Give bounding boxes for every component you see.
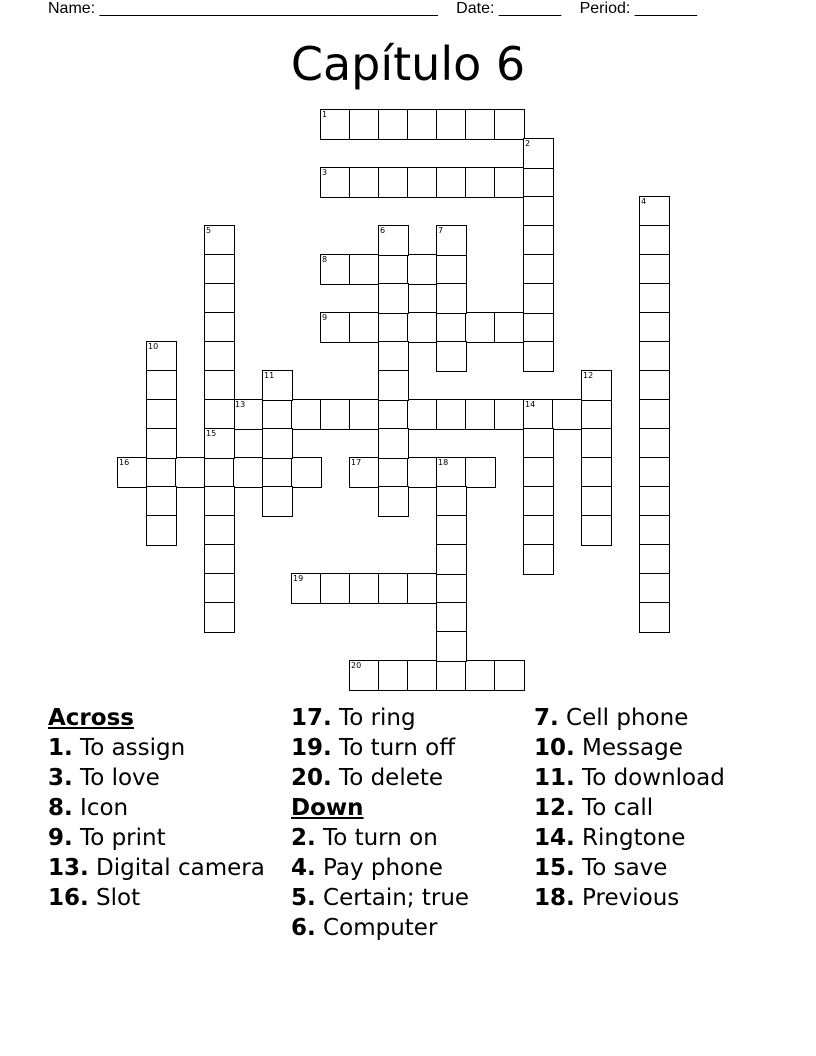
crossword-cell[interactable]	[436, 515, 467, 546]
clue-number: 18.	[534, 885, 575, 911]
clue-item	[48, 733, 283, 763]
crossword-cell[interactable]	[349, 457, 380, 488]
clue-text: Computer	[315, 915, 438, 941]
crossword-cell[interactable]	[639, 486, 670, 517]
clue-number: 13.	[48, 855, 89, 881]
clue-number: 2	[525, 139, 531, 148]
clue-text: Slot	[88, 885, 141, 911]
clue-item	[291, 913, 531, 943]
clue-number: 11.	[534, 765, 575, 791]
clue-item	[534, 883, 804, 913]
clue-number: 16.	[48, 885, 89, 911]
clue-number: 9.	[48, 825, 73, 851]
clue-text: Message	[574, 735, 683, 761]
clue-column-2	[291, 703, 531, 943]
clue-number: 10.	[534, 735, 575, 761]
name-field[interactable]: Name: ______________________________________	[48, 0, 438, 17]
crossword-cell[interactable]	[523, 486, 554, 517]
crossword-cell[interactable]	[349, 167, 380, 198]
clue-item	[291, 883, 531, 913]
clue-text: Previous	[574, 885, 680, 911]
crossword-cell[interactable]	[378, 254, 409, 285]
crossword-cell[interactable]	[436, 341, 467, 372]
clue-number: 13	[235, 400, 246, 409]
page-title: Capítulo 6	[290, 37, 526, 91]
crossword-cell[interactable]	[407, 457, 438, 488]
crossword-cell[interactable]	[494, 660, 525, 691]
clue-text: Pay phone	[315, 855, 443, 881]
clue-column-1	[48, 703, 283, 913]
crossword-cell[interactable]	[494, 312, 525, 343]
crossword-cell[interactable]	[436, 631, 467, 662]
clue-item	[291, 853, 531, 883]
crossword-cell[interactable]	[523, 167, 554, 198]
crossword-cell[interactable]	[204, 225, 235, 256]
crossword-cell[interactable]	[523, 254, 554, 285]
crossword-cell[interactable]	[465, 457, 496, 488]
clue-number: 6.	[291, 915, 316, 941]
crossword-cell[interactable]	[117, 457, 148, 488]
crossword-cell[interactable]	[639, 370, 670, 401]
crossword-cell[interactable]	[204, 283, 235, 314]
crossword-cell[interactable]	[320, 573, 351, 604]
clue-number: 1.	[48, 735, 73, 761]
clue-item	[48, 853, 283, 883]
crossword-cell[interactable]	[204, 573, 235, 604]
crossword-cell[interactable]	[378, 225, 409, 256]
crossword-cell[interactable]	[436, 573, 467, 604]
crossword-cell[interactable]	[407, 254, 438, 285]
clue-item	[534, 823, 804, 853]
crossword-cell[interactable]	[436, 457, 467, 488]
clue-number: 3	[322, 168, 328, 177]
crossword-cell[interactable]	[262, 428, 293, 459]
crossword-cell[interactable]	[378, 399, 409, 430]
crossword-cell[interactable]	[639, 254, 670, 285]
clue-item	[48, 883, 283, 913]
crossword-cell[interactable]	[465, 109, 496, 140]
clue-number: 12.	[534, 795, 575, 821]
clue-text: To delete	[331, 765, 444, 791]
crossword-cell[interactable]	[204, 428, 235, 459]
crossword-cell[interactable]	[291, 457, 322, 488]
crossword-cell[interactable]	[523, 428, 554, 459]
crossword-cell[interactable]	[146, 399, 177, 430]
clue-number: 12	[583, 371, 594, 380]
crossword-cell[interactable]	[639, 312, 670, 343]
clue-number: 8.	[48, 795, 73, 821]
clue-number: 20	[351, 661, 362, 670]
clue-number: 14.	[534, 825, 575, 851]
clue-number: 15	[206, 429, 217, 438]
crossword-cell[interactable]	[204, 486, 235, 517]
clue-text: To assign	[72, 735, 186, 761]
crossword-cell[interactable]	[175, 457, 206, 488]
clue-number: 18	[438, 458, 449, 467]
crossword-cell[interactable]	[523, 341, 554, 372]
header	[48, 0, 711, 18]
crossword-cell[interactable]	[523, 457, 554, 488]
clue-number: 7	[438, 226, 444, 235]
clue-number: 8	[322, 255, 328, 264]
crossword-cell[interactable]	[349, 312, 380, 343]
crossword-cell[interactable]	[378, 486, 409, 517]
crossword-cell[interactable]	[581, 428, 612, 459]
crossword-cell[interactable]	[204, 457, 235, 488]
clue-text: To turn off	[331, 735, 456, 761]
crossword-cell[interactable]	[494, 167, 525, 198]
crossword-cell[interactable]	[523, 196, 554, 227]
crossword-cell[interactable]	[146, 457, 177, 488]
crossword-cell[interactable]	[407, 167, 438, 198]
clue-item	[291, 763, 531, 793]
crossword-cell[interactable]	[523, 312, 554, 343]
crossword-cell[interactable]	[146, 370, 177, 401]
crossword-cell[interactable]	[523, 283, 554, 314]
clue-number: 5	[206, 226, 212, 235]
clue-number: 19	[293, 574, 304, 583]
clue-item	[48, 793, 283, 823]
clue-text: Cell phone	[558, 705, 689, 731]
crossword-cell[interactable]	[204, 602, 235, 633]
crossword-cell[interactable]	[639, 196, 670, 227]
clue-number: 14	[525, 400, 536, 409]
crossword-cell[interactable]	[204, 544, 235, 575]
crossword-cell[interactable]	[436, 254, 467, 285]
crossword-cell[interactable]	[320, 167, 351, 198]
crossword-cell[interactable]	[494, 399, 525, 430]
crossword-cell[interactable]	[523, 225, 554, 256]
clue-item	[291, 733, 531, 763]
crossword-cell[interactable]	[436, 486, 467, 517]
crossword-cell[interactable]	[407, 399, 438, 430]
crossword-cell[interactable]	[639, 544, 670, 575]
crossword-cell[interactable]	[523, 399, 554, 430]
crossword-cell[interactable]	[465, 660, 496, 691]
clue-item	[534, 763, 804, 793]
crossword-cell[interactable]	[291, 399, 322, 430]
crossword-cell[interactable]	[523, 544, 554, 575]
crossword-cell[interactable]	[146, 515, 177, 546]
crossword-cell[interactable]	[378, 312, 409, 343]
clue-heading-down: Down	[291, 795, 364, 821]
clue-text: Ringtone	[574, 825, 686, 851]
clue-text: To save	[574, 855, 668, 881]
crossword-cell[interactable]	[262, 399, 293, 430]
crossword-cell[interactable]	[639, 515, 670, 546]
crossword-cell[interactable]	[407, 109, 438, 140]
crossword-cell[interactable]	[407, 660, 438, 691]
clue-number: 16	[119, 458, 130, 467]
clue-number: 9	[322, 313, 328, 322]
crossword-cell[interactable]	[146, 341, 177, 372]
crossword-cell[interactable]	[378, 167, 409, 198]
crossword-cell[interactable]	[581, 399, 612, 430]
crossword-cell[interactable]	[291, 573, 322, 604]
clue-item	[534, 733, 804, 763]
crossword-cell[interactable]	[378, 341, 409, 372]
crossword-cell[interactable]	[378, 428, 409, 459]
crossword-cell[interactable]	[639, 428, 670, 459]
crossword-cell[interactable]	[639, 283, 670, 314]
crossword-cell[interactable]	[581, 486, 612, 517]
crossword-cell[interactable]	[639, 225, 670, 256]
clue-text: To call	[574, 795, 654, 821]
crossword-cell[interactable]	[552, 399, 583, 430]
crossword-cell[interactable]	[639, 341, 670, 372]
date-field[interactable]: Date: _______	[456, 0, 562, 17]
crossword-cell[interactable]	[233, 457, 264, 488]
crossword-cell[interactable]	[320, 399, 351, 430]
crossword-cell[interactable]	[146, 486, 177, 517]
crossword-cell[interactable]	[349, 660, 380, 691]
crossword-cell[interactable]	[436, 602, 467, 633]
crossword-cell[interactable]	[378, 660, 409, 691]
clue-number: 11	[264, 371, 275, 380]
crossword-cell[interactable]	[581, 515, 612, 546]
clue-number: 17	[351, 458, 362, 467]
clue-item	[534, 793, 804, 823]
crossword-cell[interactable]	[436, 109, 467, 140]
crossword-cell[interactable]	[349, 254, 380, 285]
crossword-cell[interactable]	[465, 312, 496, 343]
clue-number: 4	[641, 197, 647, 206]
crossword-cell[interactable]	[523, 138, 554, 169]
crossword-cell[interactable]	[639, 573, 670, 604]
clue-text: To print	[72, 825, 166, 851]
crossword-cell[interactable]	[378, 573, 409, 604]
clue-text: To love	[72, 765, 160, 791]
crossword-cell[interactable]	[349, 399, 380, 430]
crossword-cell[interactable]	[204, 312, 235, 343]
crossword-cell[interactable]	[378, 109, 409, 140]
crossword-cell[interactable]	[378, 457, 409, 488]
crossword-cell[interactable]	[639, 457, 670, 488]
clue-number: 1	[322, 110, 328, 119]
period-field[interactable]: Period: _______	[579, 0, 698, 17]
crossword-cell[interactable]	[436, 225, 467, 256]
crossword-cell[interactable]	[204, 341, 235, 372]
clue-number: 19.	[291, 735, 332, 761]
crossword-cell[interactable]	[349, 573, 380, 604]
crossword-cell[interactable]	[523, 515, 554, 546]
clue-heading-across: Across	[48, 705, 134, 731]
crossword-cell[interactable]	[378, 283, 409, 314]
crossword-cell[interactable]	[146, 428, 177, 459]
clue-text: Certain; true	[315, 885, 470, 911]
crossword-cell[interactable]	[204, 370, 235, 401]
crossword-cell[interactable]	[320, 312, 351, 343]
clue-number: 10	[148, 342, 159, 351]
crossword-cell[interactable]	[204, 399, 235, 430]
crossword-cell[interactable]	[639, 602, 670, 633]
clue-item	[291, 703, 531, 733]
crossword-cell[interactable]	[262, 486, 293, 517]
crossword-cell[interactable]	[494, 109, 525, 140]
crossword-cell[interactable]	[436, 283, 467, 314]
clue-item	[291, 823, 531, 853]
crossword-cell[interactable]	[436, 544, 467, 575]
clue-text: To turn on	[315, 825, 438, 851]
clue-number: 7.	[534, 705, 559, 731]
crossword-cell[interactable]	[262, 370, 293, 401]
clue-number: 17.	[291, 705, 332, 731]
clue-number: 2.	[291, 825, 316, 851]
clue-item	[48, 823, 283, 853]
clue-text: To download	[574, 765, 725, 791]
crossword-cell[interactable]	[233, 399, 264, 430]
crossword-cell[interactable]	[581, 457, 612, 488]
crossword-cell[interactable]	[465, 399, 496, 430]
crossword-cell[interactable]	[581, 370, 612, 401]
clue-text: Icon	[72, 795, 129, 821]
crossword-cell[interactable]	[262, 457, 293, 488]
crossword-cell[interactable]	[407, 573, 438, 604]
clue-number: 20.	[291, 765, 332, 791]
clue-number: 4.	[291, 855, 316, 881]
crossword-cell[interactable]	[465, 167, 496, 198]
crossword-cell[interactable]	[407, 312, 438, 343]
crossword-cell[interactable]	[639, 399, 670, 430]
crossword-cell[interactable]	[204, 515, 235, 546]
crossword-cell[interactable]	[320, 109, 351, 140]
crossword-cell[interactable]	[436, 399, 467, 430]
crossword-cell[interactable]	[349, 109, 380, 140]
clue-number: 5.	[291, 885, 316, 911]
crossword-cell[interactable]	[436, 167, 467, 198]
clue-text: To ring	[331, 705, 416, 731]
crossword-cell[interactable]	[320, 254, 351, 285]
crossword-cell[interactable]	[436, 660, 467, 691]
clue-number: 3.	[48, 765, 73, 791]
crossword-cell[interactable]	[436, 312, 467, 343]
crossword-cell[interactable]	[378, 370, 409, 401]
clue-number: 6	[380, 226, 386, 235]
crossword-cell[interactable]	[204, 254, 235, 285]
clue-number: 15.	[534, 855, 575, 881]
clue-item	[48, 763, 283, 793]
clue-item	[534, 703, 804, 733]
clue-item	[534, 853, 804, 883]
clue-text: Digital camera	[88, 855, 265, 881]
clue-column-3	[534, 703, 804, 913]
